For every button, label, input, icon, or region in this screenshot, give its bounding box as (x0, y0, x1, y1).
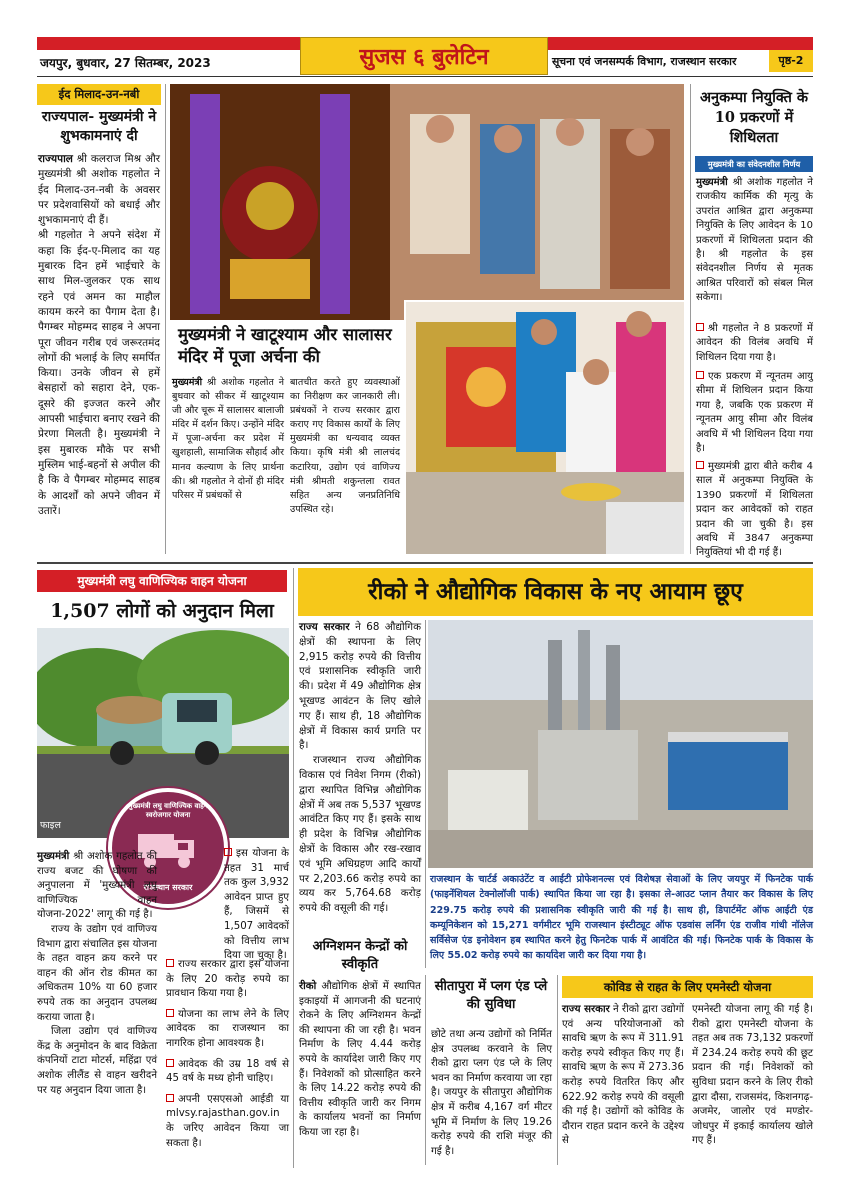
amnesty-body-col2: एमनेस्टी योजना लागू की गई है। रीको द्वारा एमनेस्टी योजना के तहत अब तक 73,132 प्रकरणों में 234.24 करोड़ रुपये की छूट प्रदान की गई। निवेशकों को सुविधा प्रदान करने के लिए रीको द्वारा दौसा, राजसमंद, किशनगढ़- अजमेर, जालोर एवं मण्डोर- जोधपुर में इकाई कार्यालय खोले गए हैं। (692, 1004, 813, 1147)
divider-plug (557, 975, 558, 1165)
amnesty-body-col1 (562, 1003, 684, 1149)
temple-photo-khatu (170, 84, 684, 320)
khatu-body-col1 (172, 376, 284, 503)
anukampa-headline: अनुकम्पा नियुक्ति के 10 प्रकरणों में शिथिलता (699, 89, 809, 146)
eid-body-1: श्री कलराज मिश्र और मुख्यमंत्री श्री अशोक गहलोत ने ईद मिलाद-उन-नबी के अवसर पर प्रदेशवासियों को बधाई और शुभकामनाएं दी हैं। (38, 153, 161, 227)
anukampa-bullet-2: एक प्रकरण में न्यूनतम आयु सीमा में शिथिलन प्रदान किया गया है, जबकि एक प्रकरण में न्यूनतम आयु सीमा और विलंब अवधि में भी शिथिलन दिया गया है। (696, 371, 813, 455)
agni-body (299, 980, 421, 1141)
eid-body-2: श्री गहलोत ने अपने संदेश में कहा कि ईद-ए-मिलाद का यह मुबारक दिन हमें भाईचारे के साथ मिल-जुलकर एक साथ रहने एवं अमन का माहौल कायम करने का पैगाम देता है। पैगम्बर मोहम्मद साहब ने अपना पूरा जीवन गरीब एवं जरूरतमंद लोगों की भलाई के लिए समर्पित किया। उनके जीवन से हमें बेसहारों को सहारा देने, एक-दूसरे की इज्जत करने और आपसी भाईचारा बनाए रखने की प्रेरणा मिलती है। मुख्यमंत्री ने इस मुबारक मौके पर सभी मुस्लिम भाई-बहनों से अपील की है कि वे पैगम्बर मोहम्मद साहब के आदर्शों को अपने जीवन में उतारें। (38, 229, 160, 517)
riico-text-1: ने 68 औद्योगिक क्षेत्रों की स्थापना के लिए 2,915 करोड़ रुपये की वित्तीय एवं प्रशासनिक स्वीकृति जारी की। प्रदेश में 49 औद्योगिक क्षेत्र भूखण्ड आवंटन के लिए खोले गए हैं। साथ ही, 18 औद्योगिक क्षेत्रों में विकास कार्य प्रगति पर है। (299, 621, 421, 752)
header-red-bar-right (545, 37, 813, 50)
temple-photo-salasar (404, 300, 686, 556)
header-underline (37, 76, 813, 77)
khatu-body-col2: बातचीत करते हुए व्यवस्थाओं का निरीक्षण कर जानकारी ली। प्रबंधकों ने राज्य सरकार द्वारा कराए गए विकास कार्यों के लिए मुख्यमंत्री का धन्यवाद व्यक्त किया। कृषि मंत्री श्री लालचंद कटारिया, उद्योग एवं वाणिज्य मंत्री श्रीमती शकुन्तला रावत सहित अन्य जनप्रतिनिधि उपस्थित रहे। (290, 377, 400, 515)
anukampa-text: श्री अशोक गहलोत ने राजकीय कार्मिक की मृत्यु के उपरांत आश्रित द्वारा अनुकम्पा नियुक्ति के लिए आवेदन के 10 प्रकरणों में शिथिलता प्रदान की है। श्री गहलोत के इस संवेदनशील निर्णय से मृतक आश्रित परिवारों को संबल मिल सकेगा। (696, 177, 813, 304)
bullet-square-icon (166, 1009, 174, 1017)
vahan-kicker: मुख्यमंत्री लघु वाणिज्यिक वाहन योजना (37, 570, 287, 592)
riico-text-2: राजस्थान राज्य औद्योगिक विकास एवं निवेश निगम (रीको) द्वारा स्थापित विभिन्न औद्योगिक क्षेत्रों में अब तक 5,537 भूखण्ड आवंटित किए गए हैं। इसके साथ ही प्रदेश के विभिन्न औद्योगिक क्षेत्रों के विकास और रख-रखाव एवं भूमि अधिग्रहण आदि कार्यों पर 2,203.66 करोड़ रुपये का व्यय कर 5,764.68 करोड़ रुपये की वसूली की गई। (299, 754, 421, 915)
vahan-bullet-3: आवेदक की उम्र 18 वर्ष से 45 वर्ष के मध्य होनी चाहिए। (166, 1058, 289, 1085)
vahan-photo-caption: फाइल (40, 820, 61, 831)
amnesty-text-1: ने रीको द्वारा उद्योगों एवं अन्य परियोजनाओं को सावधि ऋण के रूप में 311.91 करोड़ रुपये स्वीकृत किए गए हैं। सावधि ऋण के रूप में 273.36 करोड़ रुपये वितरित किए और 622.92 करोड़ रुपये की वसूली की गई है। उद्योगों को कोविड के दौरान राहत प्रदान करने के उद्देश्य से (562, 1004, 684, 1147)
anukampa-lead: मुख्यमंत्री (696, 177, 728, 188)
khatu-text-1: श्री अशोक गहलोत ने बुधवार को सीकर में खाटूश्याम जी और चूरू में सालासर बालाजी मंदिर में दर्शन किए। उन्होंने मंदिर में पूजा-अर्चना कर प्रदेश में खुशहाली, सामाजिक सौहार्द और मानव कल्याण के लिए प्रार्थना की। श्री गहलोत ने दोनों ही मंदिर परिसर में प्रबंधकों से (172, 377, 284, 501)
divider-vahan (293, 568, 294, 1168)
vahan-text-3: जिला उद्योग एवं वाणिज्य केंद्र के अनुमोदन के बाद विक्रेता कंपनियों टाटा मोटर्स, महिंद्रा एवं अशोक लीलैंड से वाहन खरीदने पर यह अनुदान दिया जाता है। (37, 1026, 157, 1096)
eid-lead: राज्यपाल (38, 153, 73, 165)
header-red-bar (37, 37, 317, 50)
khatu-headline: मुख्यमंत्री ने खाटूश्याम और सालासर मंदिर में पूजा अर्चना की (172, 320, 402, 372)
plug-headline: सीतापुरा में प्लग एंड प्ले की सुविधा (434, 979, 548, 1012)
eid-body (38, 152, 160, 519)
agni-text: औद्योगिक क्षेत्रों में स्थापित इकाइयों में आगजनी की घटनाएं रोकने के लिए अग्निशमन केन्द्रों की स्थापना की जा रही है। भवन निर्माण के लिए 4.44 करोड़ रुपये के कार्यादेश जारी किए गए हैं। निवेशकों को प्रोत्साहित करने के लिए 14.22 करोड़ रुपये की वित्तीय स्वीकृति जारी कर निगम के कार्यालय भवनों का निर्माण किया जा रहा है। (299, 981, 421, 1138)
eid-headline: राज्यपाल- मुख्यमंत्री ने शुभकामनाएं दी (41, 109, 157, 144)
fintech-park-photo (428, 620, 813, 868)
divider-anukampa (690, 84, 691, 554)
vahan-bullet-1: राज्य सरकार द्वारा इस योजना के लिए 20 करोड़ रुपये का प्रावधान किया गया है। (166, 959, 289, 1000)
page-number: पृष्ठ-2 (769, 50, 813, 72)
anukampa-bullet-3: मुख्यमंत्री द्वारा बीते करीब 4 साल में अनुकम्पा नियुक्ति के 1390 प्रकरणों में शिथिलता प्रदान कर आवेदकों को राहत प्रदान की जा चुकी है। इस अवधि में 3847 अनुकम्पा नियुक्तियां भी दी गई हैं। (696, 461, 813, 559)
vahan-bullet-4: अपनी एसएसओ आईडी या mlvsy.rajasthan.gov.in के जरिए आवेदन किया जा सकता है। (166, 1093, 289, 1149)
vahan-bullet-2: योजना का लाभ लेने के लिए आवेदक का राजस्थान का नागरिक होना आवश्यक है। (166, 1008, 289, 1049)
amnesty-headline: कोविड से राहत के लिए एमनेस्टी योजना (562, 976, 813, 998)
vahan-text-1: श्री अशोक गहलोत की राज्य बजट की घोषणा की अनुपालना में 'मुख्यमंत्री लघु वाणिज्यिक वाहन योजना-2022' लागू की गई है। (37, 851, 157, 921)
vahan-body-left (37, 850, 157, 1098)
riico-body (299, 620, 421, 916)
divider-eid (165, 84, 166, 554)
plug-body: छोटे तथा अन्य उद्योगों को निर्मित क्षेत्र उपलब्ध करवाने के लिए रीको द्वारा प्लग एंड प्ले के लिए भवन का निर्माण करवाया जा रहा है। जयपुर के सीतापुरा औद्योगिक क्षेत्र में करीब 4,167 वर्ग मीटर भूमि में निर्माण के लिए 19.26 करोड़ रुपये की राशि मंजूर की गई है। (431, 1029, 552, 1157)
vahan-text-2: राज्य के उद्योग एवं वाणिज्य विभाग द्वारा संचालित इस योजना के तहत वाहन क्रय करने पर वाहन की ऑन रोड कीमत का अधिकतम 10% या 60 हजार रुपये तक का अनुदान उपलब्ध कराया जाता है। (37, 923, 157, 1023)
vahan-bullet-intro: इस योजना के तहत 31 मार्च तक कुल 3,932 आवेदन प्राप्त हुए हैं, जिसमें से 1,507 आवेदकों को वित्तीय लाभ दिया जा चुका है। (224, 848, 289, 962)
bullet-square-icon (696, 323, 704, 331)
masthead-title: सुजस ६ बुलेटिन (359, 44, 489, 70)
amnesty-lead: राज्य सरकार (562, 1004, 610, 1015)
anukampa-bullet-1: श्री गहलोत ने 8 प्रकरणों में आवेदन की विलंब अवधि में शिथिलन दिया गया है। (696, 323, 813, 363)
anukampa-tag: मुख्यमंत्री का संवेदनशील निर्णय (695, 156, 813, 172)
header-date: जयपुर, बुधवार, 27 सितम्बर, 2023 (40, 56, 211, 70)
bullet-square-icon (166, 1094, 174, 1102)
vahan-seal-bottom: राजस्थान सरकार (143, 883, 193, 892)
anukampa-body (696, 176, 813, 306)
riico-lead: राज्य सरकार (299, 621, 350, 633)
riico-headline: रीको ने औद्योगिक विकास के नए आयाम छूए (368, 578, 743, 605)
bullet-square-icon (166, 1059, 174, 1067)
vahan-bullets (166, 958, 289, 1151)
bullet-square-icon (166, 959, 174, 967)
vahan-seal-text: मुख्यमंत्री लघु वाणिज्यिक वाहन स्वरोजगार योजना (128, 802, 208, 819)
section-divider (37, 562, 813, 564)
fintech-photo-caption: राजस्थान के चार्टर्ड अकाउंटेंट व आईटी प्रोफेशनल्स एवं विशेषज्ञ सेवाओं के लिए जयपुर में फिनटेक पार्क (फाइनेंशियल टेक्नोलॉजी पार्क) स्थापित किया जा रहा है। इसका ले-आउट प्लान तैयार कर विकास के लिए 229.75 करोड़ रुपये की प्रशासनिक स्वीकृति जारी की गई है। साथ ही, डिपार्टमेंट ऑफ आईटी एंड कम्यूनिकेशन को 15,271 वर्गमीटर भूमि राजस्थान इंस्टीट्यूट ऑफ एडवांस लर्निंग एंड राजीव गांधी नॉलेज सर्विसेज एंड इनोवेशन हब स्थापित करने हेतु फिनटेक पार्क में आवंटित की गई। फिनटेक पार्क के विकास के लिए 55.02 करोड़ रुपये का कार्यादेश जारी कर दिया गया है। (430, 874, 813, 962)
header-department: सूचना एवं जनसम्पर्क विभाग, राजस्थान सरकार (552, 55, 737, 68)
bullet-square-icon (224, 848, 232, 856)
divider-riico-photo (425, 620, 426, 968)
agni-lead: रीको (299, 981, 317, 992)
vahan-lead: मुख्यमंत्री (37, 851, 70, 862)
bullet-square-icon (696, 461, 704, 469)
bullet-square-icon (696, 371, 704, 379)
divider-agni (425, 975, 426, 1165)
vahan-headline: 1,507 लोगों को अनुदान मिला (50, 600, 274, 622)
khatu-lead: मुख्यमंत्री (172, 377, 203, 388)
eid-kicker: ईद मिलाद-उन-नबी (37, 84, 161, 105)
agni-headline: अग्निशमन केन्द्रों को स्वीकृति (312, 939, 408, 972)
